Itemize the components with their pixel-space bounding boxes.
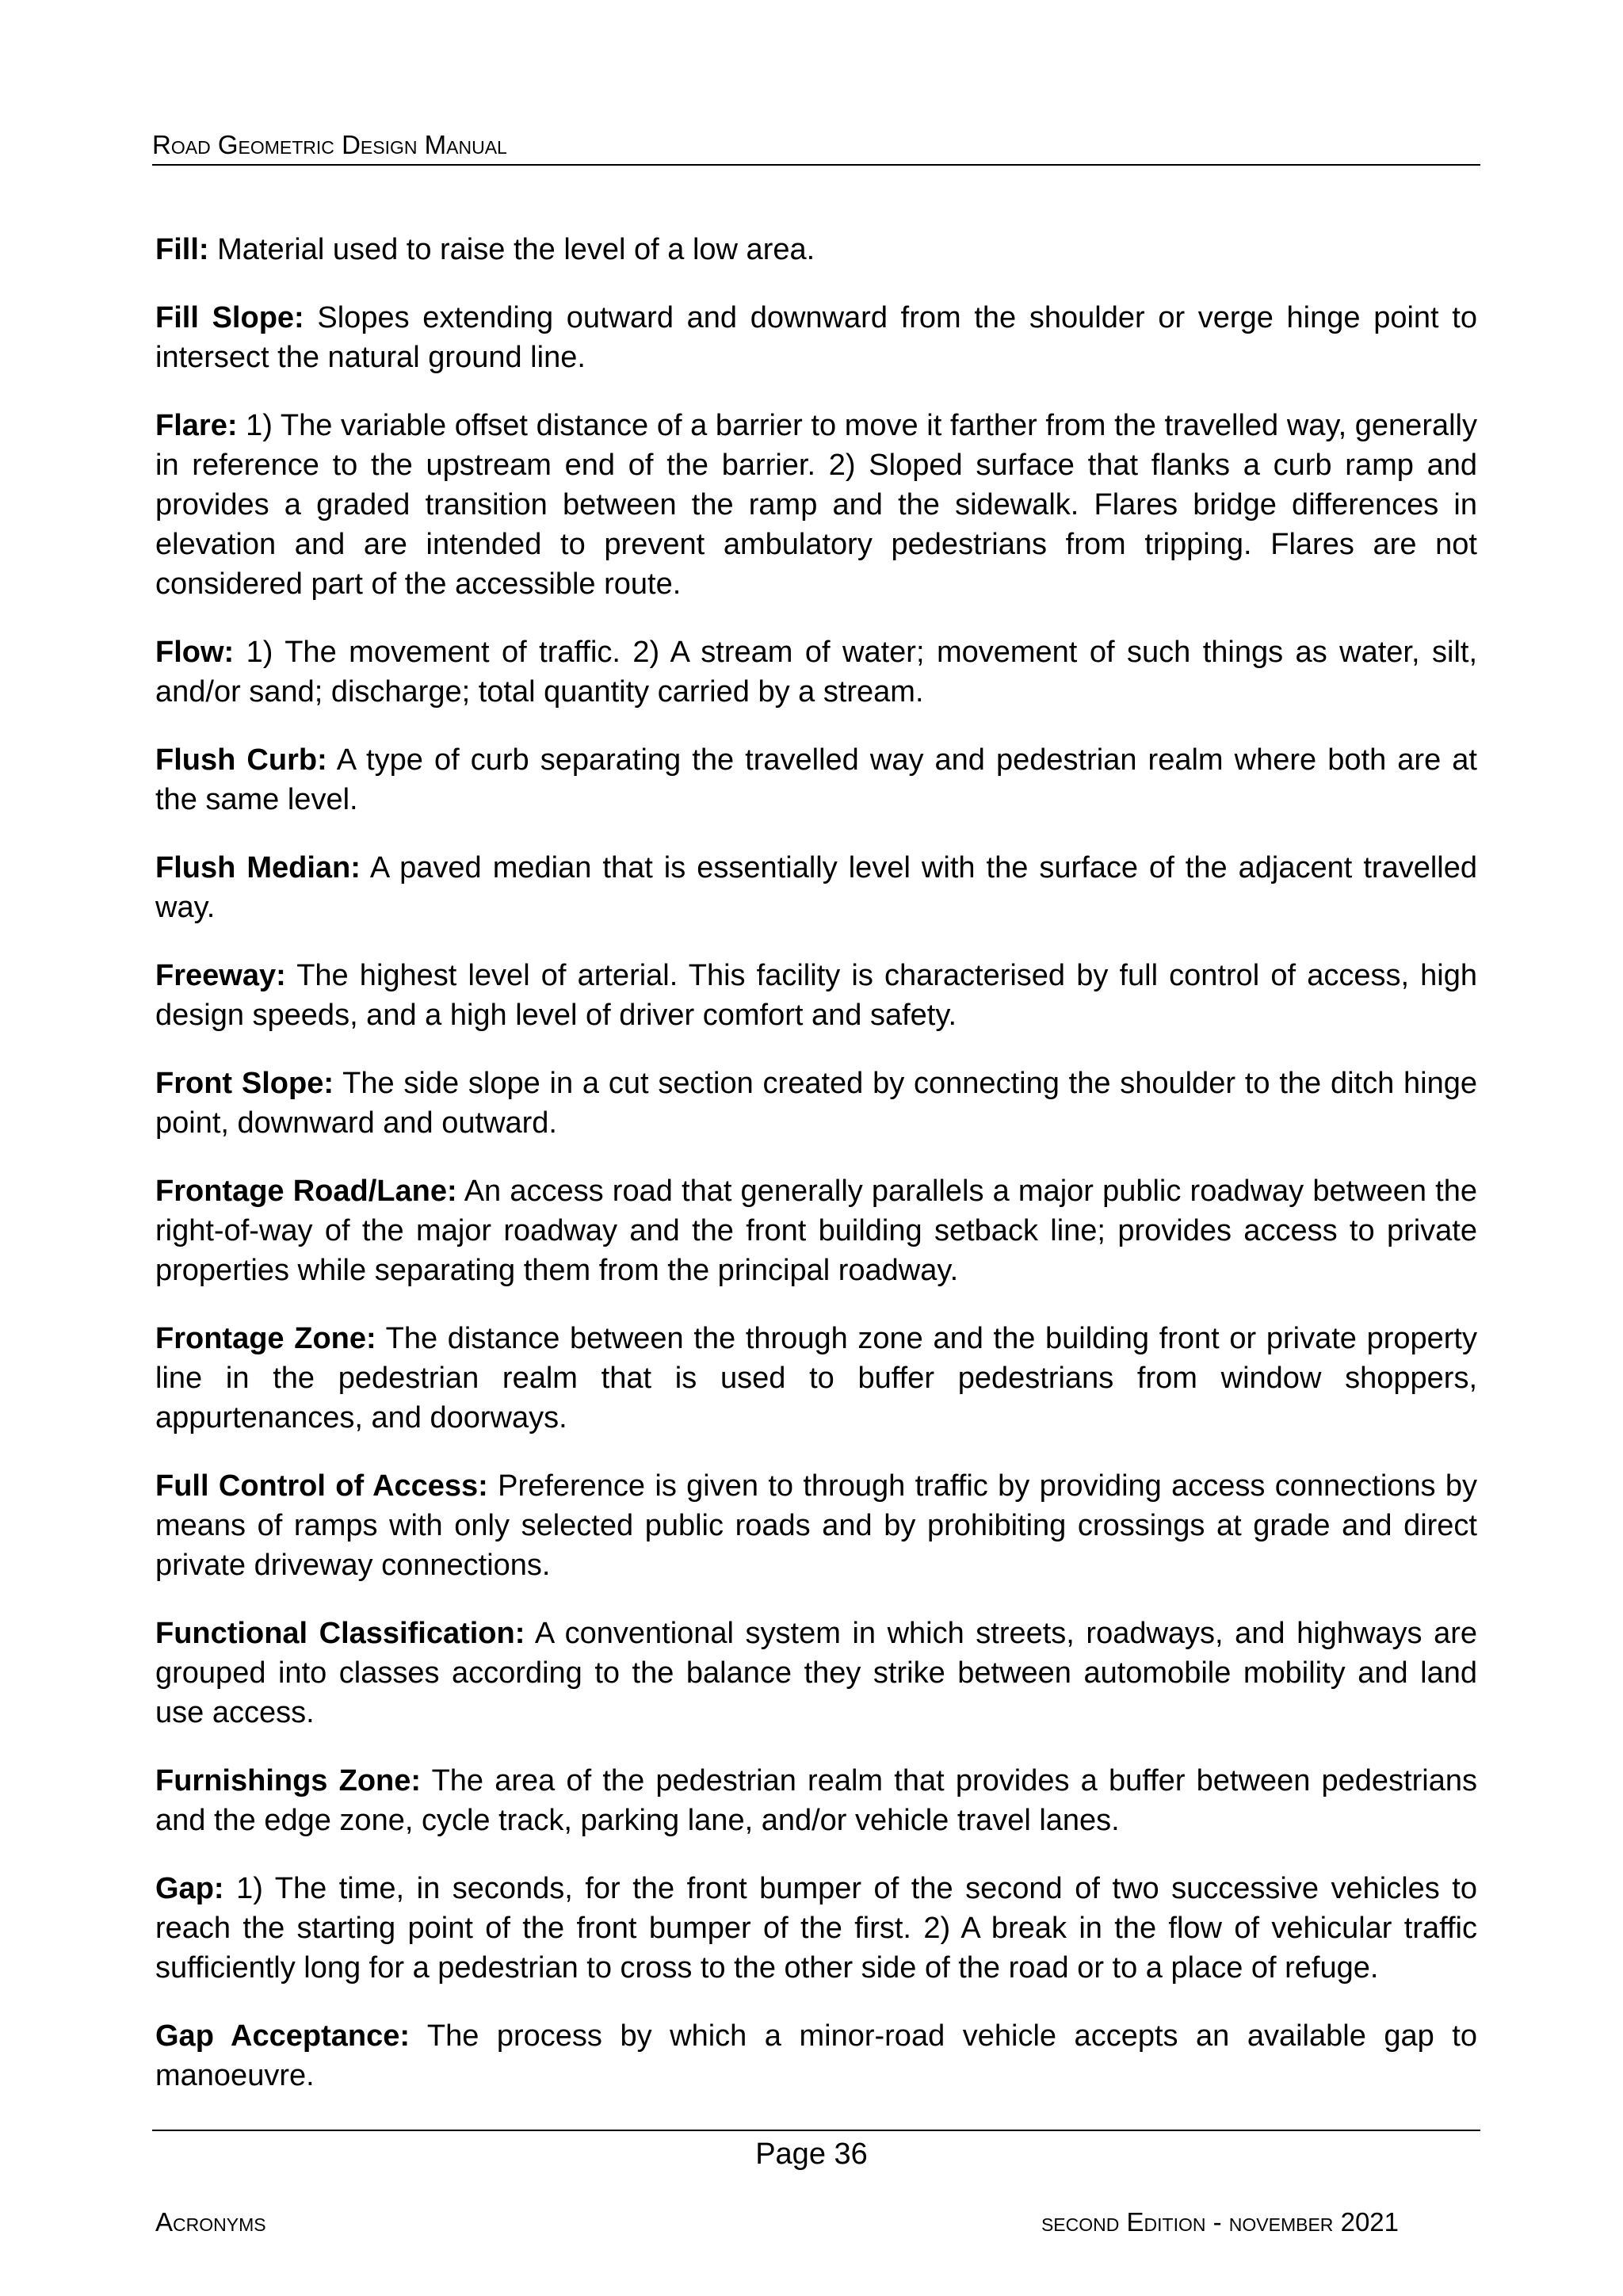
glossary-definition: The highest level of arterial. This facility is characterised by full control of access, high design speeds, and a high level of driver comfort and safety. [155, 959, 1477, 1032]
glossary-definition: 1) The movement of traffic. 2) A stream of water; movement of such things as water, silt, and/or sand; discharge; total quantity carried by a stream. [155, 636, 1477, 709]
glossary-term: Functional Classification: [155, 1617, 525, 1650]
footer-section-label: Acronyms [155, 2207, 266, 2237]
glossary-term: Frontage Zone: [155, 1322, 376, 1355]
glossary-term: Freeway: [155, 959, 286, 992]
glossary-entry [155, 1319, 1477, 1438]
glossary-list [155, 230, 1477, 2124]
footer-divider [152, 2130, 1480, 2131]
glossary-definition: The area of the pedestrian realm that provides a buffer between pedestrians and the edge zone, cycle track, parking lane, and/or vehicle travel lanes. [155, 1764, 1477, 1837]
glossary-definition: An access road that generally parallels a major public roadway between the right-of-way of the major roadway and the front building setback line; provides access to private properties while separating them from the principal roadway. [155, 1175, 1477, 1287]
page-header: Road Geometric Design Manual [152, 131, 1480, 166]
glossary-definition: Material used to raise the level of a low area. [208, 233, 815, 266]
glossary-term: Flush Curb: [155, 743, 327, 777]
glossary-entry [155, 1614, 1477, 1733]
footer-edition-label: second Edition - november 2021 [1041, 2207, 1399, 2237]
glossary-term: Gap Acceptance: [155, 2019, 411, 2053]
glossary-definition: The side slope in a cut section created by connecting the shoulder to the ditch hinge point, downward and outward. [155, 1067, 1477, 1140]
glossary-definition: Preference is given to through traffic by providing access connections by means of ramps with only selected public roads and by prohibiting crossings at grade and direct private driveway connections. [155, 1469, 1477, 1582]
glossary-entry [155, 632, 1477, 712]
glossary-definition: A paved median that is essentially level with the surface of the adjacent travelled way. [155, 851, 1477, 924]
glossary-definition: Slopes extending outward and downward from the shoulder or verge hinge point to intersect the natural ground line. [155, 301, 1478, 374]
glossary-entry [155, 1466, 1477, 1585]
glossary-term: Flare: [155, 409, 238, 442]
page-number: Page 36 [755, 2137, 868, 2171]
glossary-entry [155, 298, 1477, 377]
glossary-entry [155, 2016, 1477, 2095]
glossary-term: Fill Slope: [155, 301, 304, 334]
glossary-term: Flush Median: [155, 851, 361, 884]
glossary-term: Front Slope: [155, 1067, 334, 1100]
glossary-entry [155, 1064, 1477, 1143]
glossary-term: Full Control of Access: [155, 1469, 488, 1503]
glossary-entry [155, 1171, 1477, 1290]
glossary-definition: A type of curb separating the travelled way and pedestrian realm where both are at the same level. [155, 743, 1477, 816]
glossary-definition: 1) The time, in seconds, for the front bumper of the second of two successive vehicles to reach the starting point of the front bumper of the first. 2) A break in the flow of vehicular traffic sufficiently long for a pedestrian to cross to the other side of the road or to a place of refuge. [155, 1872, 1477, 1985]
glossary-entry [155, 1761, 1477, 1840]
glossary-entry [155, 1869, 1477, 1988]
glossary-entry [155, 230, 1477, 269]
glossary-definition: A conventional system in which streets, roadways, and highways are grouped into classes according to the balance they strike between automobile mobility and land use access. [155, 1617, 1477, 1729]
glossary-definition: 1) The variable offset distance of a barrier to move it farther from the travelled way, generally in reference to the upstream end of the barrier. 2) Sloped surface that flanks a curb ramp and provides a graded transition between the ramp and the sidewalk. Flares bridge differences in elevation and are intended to prevent ambulatory pedestrians from tripping. Flares are not considered part of the accessible route. [155, 409, 1477, 601]
glossary-term: Fill: [155, 233, 209, 266]
glossary-entry [155, 956, 1477, 1035]
glossary-term: Flow: [155, 636, 235, 669]
glossary-definition: The distance between the through zone and the building front or private property line in the pedestrian realm that is used to buffer pedestrians from window shoppers, appurtenances, and doorways. [155, 1322, 1477, 1435]
glossary-term: Gap: [155, 1872, 224, 1905]
glossary-definition: The process by which a minor-road vehicle accepts an available gap to manoeuvre. [155, 2019, 1478, 2092]
glossary-term: Furnishings Zone: [155, 1764, 422, 1797]
glossary-term: Frontage Road/Lane: [155, 1175, 457, 1208]
glossary-entry [155, 848, 1477, 927]
glossary-entry [155, 406, 1477, 604]
glossary-entry [155, 740, 1477, 819]
